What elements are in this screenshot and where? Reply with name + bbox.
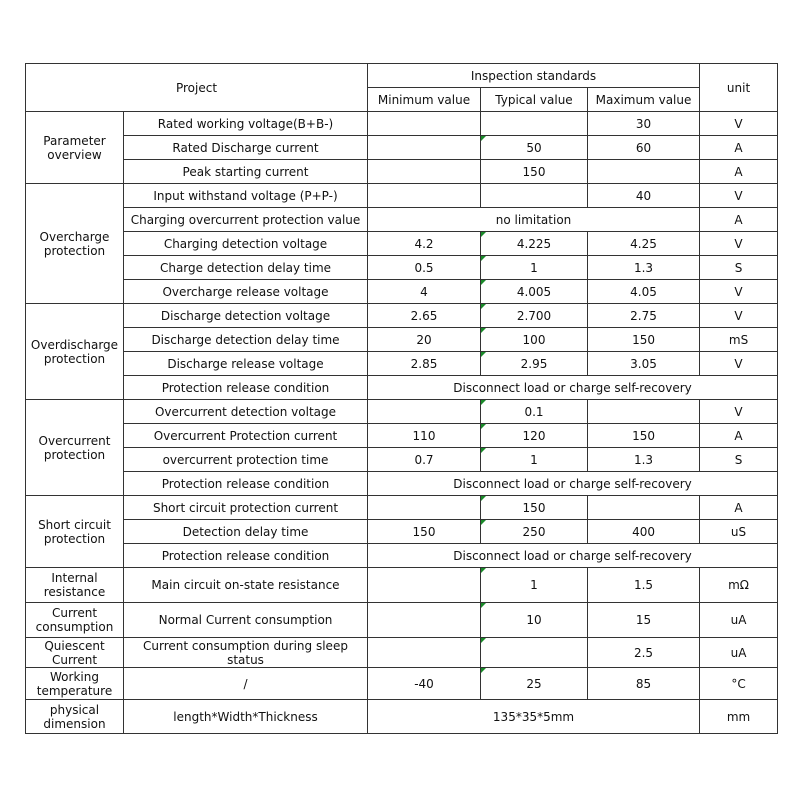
maximum-value-cell bbox=[588, 496, 700, 520]
typical-value-cell: 250 bbox=[481, 520, 588, 544]
maximum-value-cell: 4.25 bbox=[588, 232, 700, 256]
item-name-cell: Input withstand voltage (P+P-) bbox=[124, 184, 368, 208]
unit-cell: uA bbox=[700, 638, 778, 668]
group-label-cell bbox=[26, 638, 124, 668]
unit-cell: A bbox=[700, 160, 778, 184]
item-name-cell: Overcharge release voltage bbox=[124, 280, 368, 304]
table-row bbox=[26, 424, 778, 448]
item-name-cell: Rated working voltage(B+B-) bbox=[124, 112, 368, 136]
item-name-cell: length*Width*Thickness bbox=[124, 700, 368, 734]
maximum-value-cell bbox=[588, 400, 700, 424]
table-row bbox=[26, 280, 778, 304]
table-row bbox=[26, 544, 778, 568]
item-name-cell: overcurrent protection time bbox=[124, 448, 368, 472]
group-label-line: protection bbox=[43, 531, 106, 546]
merged-value-cell: Disconnect load or charge self-recovery bbox=[368, 472, 778, 496]
group-label-line: protection bbox=[43, 243, 106, 258]
table-row bbox=[26, 328, 778, 352]
item-name-cell: Current consumption during sleep status bbox=[124, 638, 368, 668]
table-row bbox=[26, 208, 778, 232]
maximum-value-cell: 400 bbox=[588, 520, 700, 544]
unit-cell: A bbox=[700, 496, 778, 520]
minimum-value-cell bbox=[368, 184, 481, 208]
maximum-value-cell: 150 bbox=[588, 424, 700, 448]
minimum-value-cell bbox=[368, 136, 481, 160]
header-typical-value: Typical value bbox=[481, 88, 588, 112]
unit-cell: V bbox=[700, 184, 778, 208]
minimum-value-cell: 0.5 bbox=[368, 256, 481, 280]
header-row-top bbox=[26, 64, 778, 88]
item-name-cell: Main circuit on-state resistance bbox=[124, 568, 368, 603]
unit-cell: S bbox=[700, 256, 778, 280]
group-label-line: Current bbox=[51, 606, 98, 620]
spec-table-body bbox=[26, 64, 778, 734]
minimum-value-cell bbox=[368, 112, 481, 136]
item-name-cell: Detection delay time bbox=[124, 520, 368, 544]
item-name-cell: Charging overcurrent protection value bbox=[124, 208, 368, 232]
header-maximum-value: Maximum value bbox=[588, 88, 700, 112]
table-row bbox=[26, 136, 778, 160]
typical-value-cell: 2.700 bbox=[481, 304, 588, 328]
table-row bbox=[26, 376, 778, 400]
typical-value-cell bbox=[481, 112, 588, 136]
typical-value-cell bbox=[481, 638, 588, 668]
group-label-cell bbox=[26, 603, 124, 638]
unit-cell: V bbox=[700, 352, 778, 376]
item-name-cell: Protection release condition bbox=[124, 544, 368, 568]
unit-cell: A bbox=[700, 208, 778, 232]
typical-value-cell: 1 bbox=[481, 448, 588, 472]
unit-cell: mm bbox=[700, 700, 778, 734]
merged-value-cell: 135*35*5mm bbox=[368, 700, 700, 734]
item-name-cell: Rated Discharge current bbox=[124, 136, 368, 160]
group-label-cell bbox=[26, 184, 124, 304]
typical-value-cell: 2.95 bbox=[481, 352, 588, 376]
unit-cell: uA bbox=[700, 603, 778, 638]
item-name-cell: Discharge release voltage bbox=[124, 352, 368, 376]
maximum-value-cell: 2.5 bbox=[588, 638, 700, 668]
minimum-value-cell bbox=[368, 568, 481, 603]
group-label-line: dimension bbox=[43, 716, 106, 731]
typical-value-cell: 50 bbox=[481, 136, 588, 160]
group-label-cell bbox=[26, 568, 124, 603]
item-name-cell: Protection release condition bbox=[124, 472, 368, 496]
maximum-value-cell: 3.05 bbox=[588, 352, 700, 376]
item-name-cell: Discharge detection voltage bbox=[124, 304, 368, 328]
typical-value-cell: 1 bbox=[481, 568, 588, 603]
group-label-line: resistance bbox=[43, 585, 106, 599]
maximum-value-cell bbox=[588, 160, 700, 184]
typical-value-cell: 150 bbox=[481, 496, 588, 520]
unit-cell: S bbox=[700, 448, 778, 472]
table-row bbox=[26, 472, 778, 496]
typical-value-cell: 4.225 bbox=[481, 232, 588, 256]
maximum-value-cell: 1.5 bbox=[588, 568, 700, 603]
table-row bbox=[26, 184, 778, 208]
minimum-value-cell: 110 bbox=[368, 424, 481, 448]
group-label-line: Overcurrent bbox=[38, 433, 111, 448]
group-label-cell bbox=[26, 496, 124, 568]
header-project: Project bbox=[26, 64, 368, 112]
item-name-cell: / bbox=[124, 668, 368, 700]
merged-value-cell: Disconnect load or charge self-recovery bbox=[368, 544, 778, 568]
typical-value-cell: 1 bbox=[481, 256, 588, 280]
group-label-cell bbox=[26, 304, 124, 400]
maximum-value-cell: 1.3 bbox=[588, 256, 700, 280]
table-row bbox=[26, 603, 778, 638]
table-row bbox=[26, 400, 778, 424]
table-row bbox=[26, 112, 778, 136]
group-label-line: protection bbox=[43, 447, 106, 462]
typical-value-cell: 150 bbox=[481, 160, 588, 184]
group-label-line: consumption bbox=[35, 620, 114, 634]
group-label-cell bbox=[26, 112, 124, 184]
minimum-value-cell: -40 bbox=[368, 668, 481, 700]
item-name-cell: Discharge detection delay time bbox=[124, 328, 368, 352]
spec-table bbox=[25, 63, 778, 734]
minimum-value-cell bbox=[368, 603, 481, 638]
unit-cell: A bbox=[700, 424, 778, 448]
group-label-line: protection bbox=[43, 351, 106, 366]
minimum-value-cell: 0.7 bbox=[368, 448, 481, 472]
maximum-value-cell: 1.3 bbox=[588, 448, 700, 472]
table-row bbox=[26, 352, 778, 376]
group-label-line: physical bbox=[49, 702, 100, 717]
group-label-cell bbox=[26, 400, 124, 496]
typical-value-cell: 25 bbox=[481, 668, 588, 700]
group-label-cell bbox=[26, 668, 124, 700]
table-row bbox=[26, 232, 778, 256]
item-name-cell: Overcurrent Protection current bbox=[124, 424, 368, 448]
minimum-value-cell bbox=[368, 638, 481, 668]
item-name-cell: Overcurrent detection voltage bbox=[124, 400, 368, 424]
group-label-line: Overcharge bbox=[39, 229, 110, 244]
minimum-value-cell: 4.2 bbox=[368, 232, 481, 256]
table-row bbox=[26, 568, 778, 603]
unit-cell: uS bbox=[700, 520, 778, 544]
table-row bbox=[26, 256, 778, 280]
group-label-line: temperature bbox=[36, 683, 113, 698]
item-name-cell: Protection release condition bbox=[124, 376, 368, 400]
merged-value-cell: Disconnect load or charge self-recovery bbox=[368, 376, 778, 400]
table-row bbox=[26, 304, 778, 328]
unit-cell: V bbox=[700, 304, 778, 328]
table-row bbox=[26, 700, 778, 734]
minimum-value-cell bbox=[368, 496, 481, 520]
table-row bbox=[26, 520, 778, 544]
maximum-value-cell: 85 bbox=[588, 668, 700, 700]
group-label-line: Overdischarge bbox=[30, 337, 119, 352]
group-label-line: overview bbox=[47, 147, 102, 162]
table-row bbox=[26, 448, 778, 472]
group-label-line: Current bbox=[51, 652, 98, 667]
maximum-value-cell: 4.05 bbox=[588, 280, 700, 304]
unit-cell: V bbox=[700, 112, 778, 136]
minimum-value-cell bbox=[368, 400, 481, 424]
group-label-line: Short circuit bbox=[38, 517, 111, 532]
minimum-value-cell: 2.85 bbox=[368, 352, 481, 376]
typical-value-cell: 0.1 bbox=[481, 400, 588, 424]
group-label-line: Working bbox=[50, 669, 99, 684]
typical-value-cell bbox=[481, 184, 588, 208]
unit-cell: °C bbox=[700, 668, 778, 700]
merged-value-cell: no limitation bbox=[368, 208, 700, 232]
table-row bbox=[26, 668, 778, 700]
typical-value-cell: 4.005 bbox=[481, 280, 588, 304]
typical-value-cell: 10 bbox=[481, 603, 588, 638]
table-row bbox=[26, 638, 778, 668]
group-label-line: Internal bbox=[51, 571, 98, 585]
item-name-cell: Peak starting current bbox=[124, 160, 368, 184]
maximum-value-cell: 150 bbox=[588, 328, 700, 352]
group-label-line: Quiescent bbox=[44, 638, 105, 653]
unit-cell: V bbox=[700, 400, 778, 424]
item-name-cell: Charge detection delay time bbox=[124, 256, 368, 280]
maximum-value-cell: 2.75 bbox=[588, 304, 700, 328]
typical-value-cell: 120 bbox=[481, 424, 588, 448]
table-row bbox=[26, 496, 778, 520]
table-row bbox=[26, 160, 778, 184]
unit-cell: mS bbox=[700, 328, 778, 352]
minimum-value-cell: 20 bbox=[368, 328, 481, 352]
item-name-cell: Normal Current consumption bbox=[124, 603, 368, 638]
maximum-value-cell: 15 bbox=[588, 603, 700, 638]
group-label-line: Parameter bbox=[43, 133, 106, 148]
typical-value-cell: 100 bbox=[481, 328, 588, 352]
minimum-value-cell: 4 bbox=[368, 280, 481, 304]
maximum-value-cell: 40 bbox=[588, 184, 700, 208]
unit-cell: V bbox=[700, 232, 778, 256]
unit-cell: A bbox=[700, 136, 778, 160]
group-label-cell bbox=[26, 700, 124, 734]
maximum-value-cell: 30 bbox=[588, 112, 700, 136]
minimum-value-cell bbox=[368, 160, 481, 184]
unit-cell: mΩ bbox=[700, 568, 778, 603]
maximum-value-cell: 60 bbox=[588, 136, 700, 160]
unit-cell: V bbox=[700, 280, 778, 304]
item-name-cell: Charging detection voltage bbox=[124, 232, 368, 256]
minimum-value-cell: 2.65 bbox=[368, 304, 481, 328]
minimum-value-cell: 150 bbox=[368, 520, 481, 544]
header-inspection-standards: Inspection standards bbox=[368, 64, 700, 88]
header-unit: unit bbox=[700, 64, 778, 112]
item-name-cell: Short circuit protection current bbox=[124, 496, 368, 520]
header-minimum-value: Minimum value bbox=[368, 88, 481, 112]
